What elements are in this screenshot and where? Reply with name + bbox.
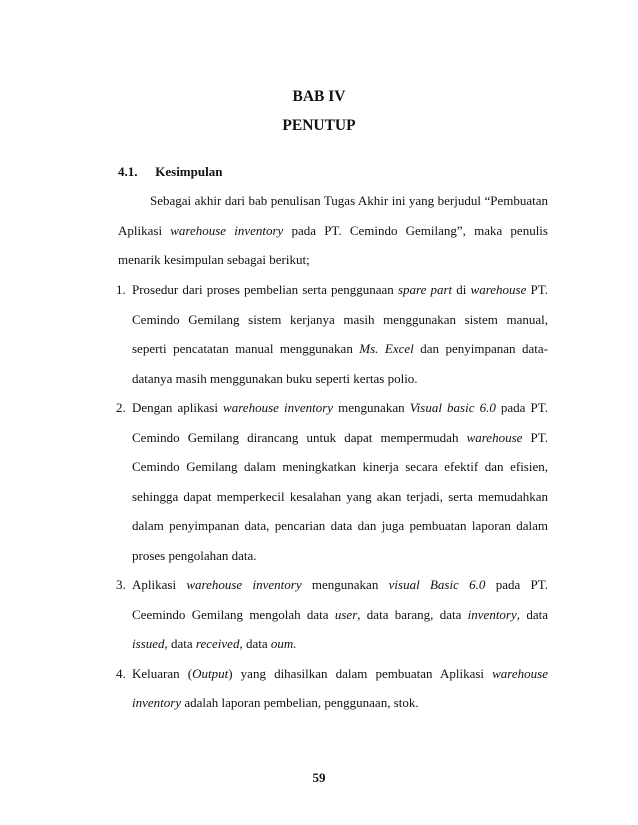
text-run: dan penyimpanan data-datanya masih menggunakan buku seperti kertas polio.	[132, 341, 548, 386]
list-marker: 1.	[116, 282, 126, 297]
text-run: mengunakan	[301, 577, 389, 592]
section-title: Kesimpulan	[155, 164, 223, 179]
list-item	[118, 659, 548, 718]
intro-italic-1: warehouse inventory	[170, 222, 284, 238]
italic-term: user	[334, 606, 358, 622]
text-run: PT. Cemindo Gemilang dalam meningkatkan kinerja secara efektif dan efisien, sehingga dapat memperkecil kesalahan yang akan terjadi, serta memudahkan dalam penyimpanan data, pencarian data dan juga pembuatan laporan dalam proses pengolahan data.	[132, 429, 548, 563]
italic-term: warehouse inventory	[186, 577, 302, 592]
text-run: , data	[164, 636, 196, 651]
text-run: PT. Cemindo Gemilang sistem kerjanya masih menggunakan sistem manual, seperti pencatatan manual menggunakan	[132, 282, 548, 356]
italic-term: spare part	[397, 282, 453, 297]
intro-text-1: Sebagai akhir dari bab penulisan Tugas Akhir ini yang berjudul “Pembuatan Aplikasi	[118, 193, 548, 238]
text-run: , data	[239, 636, 271, 651]
text-run: Keluaran (	[132, 665, 193, 681]
italic-term: visual Basic 6.0	[388, 577, 486, 592]
list-item-text	[132, 659, 548, 718]
text-run: Dengan aplikasi	[132, 400, 224, 415]
italic-term: warehouse inventory	[223, 400, 334, 415]
text-run: , data	[516, 606, 548, 622]
section-number: 4.1.	[118, 164, 138, 179]
text-run: , data barang, data	[357, 606, 468, 622]
italic-term: Output	[192, 665, 229, 681]
intro-text-2: pada PT. Cemindo Gemilang”, maka penulis menarik kesimpulan sebagai berikut;	[118, 222, 548, 267]
text-run: mengunakan	[333, 400, 410, 415]
text-run: Aplikasi	[132, 577, 187, 592]
list-item-text	[132, 570, 548, 659]
text-run: pada PT. Ceemindo Gemilang mengolah data	[132, 577, 548, 622]
text-run: ) yang dihasilkan dalam pembuatan Aplikasi	[228, 665, 493, 681]
list-item-text	[132, 275, 548, 393]
text-run: pada PT. Cemindo Gemilang dirancang untuk dapat mempermudah	[132, 400, 549, 445]
italic-term: Ms. Excel	[359, 341, 414, 356]
italic-term: oum.	[270, 636, 297, 651]
list-marker: 3.	[116, 577, 126, 592]
list-marker: 4.	[116, 665, 126, 681]
italic-term: warehouse inventory	[132, 665, 548, 710]
chapter-title: PENUTUP	[282, 117, 356, 134]
page-number: 59	[312, 770, 326, 785]
text-run: Prosedur dari proses pembelian serta penggunaan	[132, 282, 398, 297]
italic-term: warehouse	[466, 429, 523, 445]
list-item	[118, 570, 548, 659]
text-run: di	[452, 282, 471, 297]
section-heading	[118, 164, 222, 180]
italic-term: Visual basic 6.0	[409, 400, 496, 415]
chapter-number: BAB IV	[292, 88, 346, 105]
italic-term: received	[195, 636, 240, 651]
text-run: adalah laporan pembelian, penggunaan, stok.	[181, 695, 419, 710]
list-marker: 2.	[116, 400, 126, 415]
list-item	[118, 275, 548, 393]
italic-term: warehouse	[470, 282, 527, 297]
italic-term: issued	[132, 636, 165, 651]
list-item-text	[132, 393, 548, 570]
conclusion-list	[118, 275, 548, 718]
list-item	[118, 393, 548, 570]
italic-term: inventory	[467, 606, 517, 622]
intro-paragraph	[118, 186, 548, 275]
